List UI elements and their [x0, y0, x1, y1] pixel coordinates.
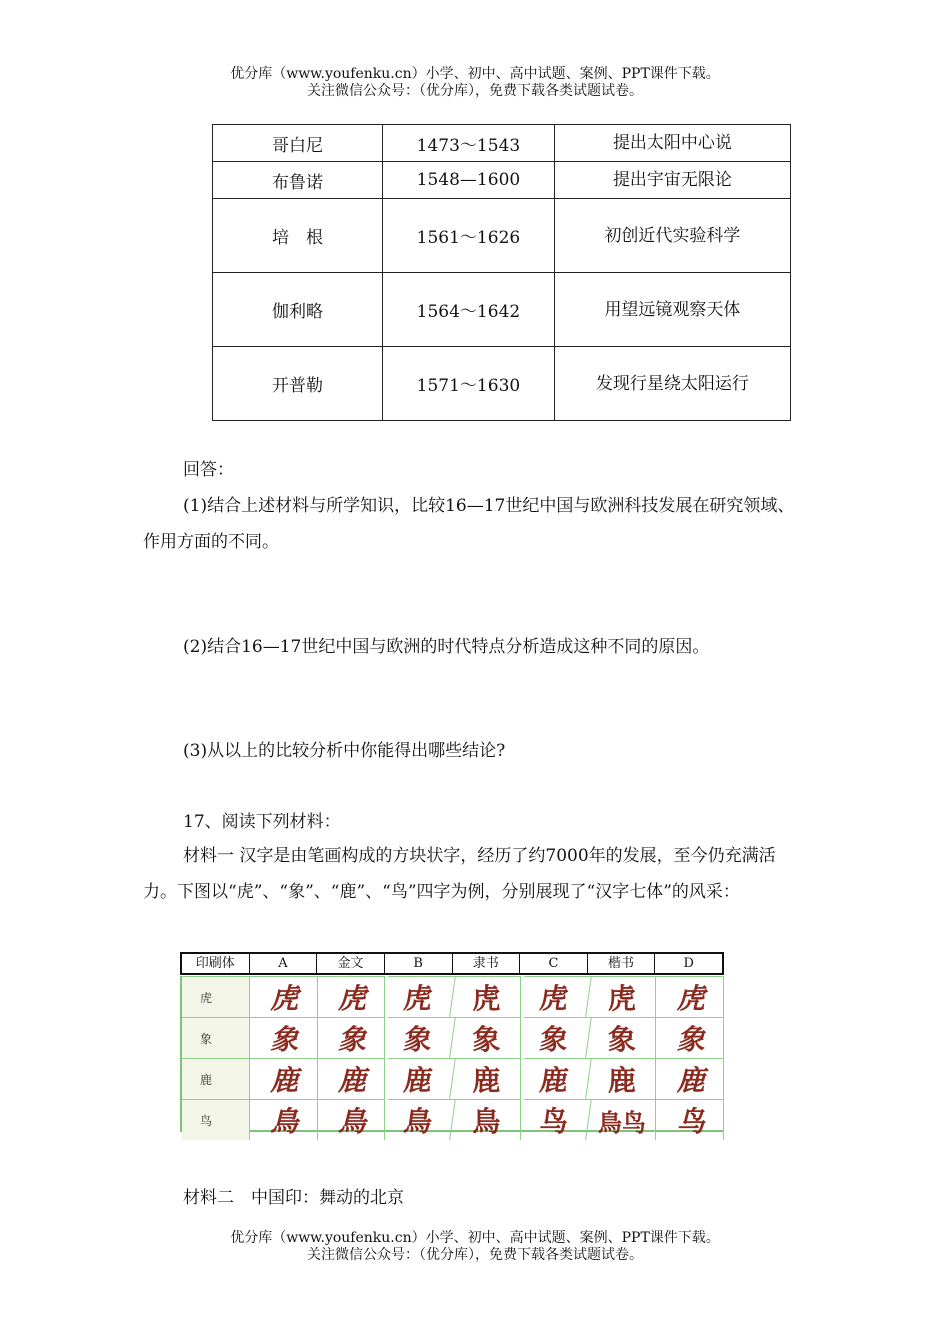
header-cell: 隶书	[453, 954, 521, 973]
script-glyph: 鹿	[250, 1058, 318, 1099]
script-glyph: 鹿	[453, 1058, 521, 1099]
scientist-years: 1571～1630	[382, 347, 554, 421]
header-line-1: 优分库（www.youfenku.cn）小学、初中、高中试题、案例、PPT课件下载。	[230, 66, 720, 82]
header-line-2: 关注微信公众号：（优分库），免费下载各类试题试卷。	[307, 83, 643, 99]
scientist-name: 布鲁诺	[213, 162, 383, 199]
scientist-name: 开普勒	[213, 347, 383, 421]
question-2: (2)结合16—17世纪中国与欧洲的时代特点分析造成这种不同的原因。	[183, 637, 710, 657]
scientist-contribution: 初创近代实验科学	[554, 199, 790, 273]
header-cell: C	[520, 954, 588, 973]
scientist-years: 1548—1600	[382, 162, 554, 199]
script-glyph: 鹿	[318, 1058, 386, 1099]
script-glyph: 鹿	[518, 1058, 592, 1099]
row-label: 虎	[182, 976, 250, 1017]
table-row	[213, 347, 791, 421]
script-glyph: 鹿	[589, 1058, 657, 1099]
script-glyph: 虎	[589, 976, 657, 1017]
script-glyph: 鳥	[250, 1099, 318, 1140]
script-glyph: 鸟	[518, 1099, 592, 1140]
header-cell: 楷书	[588, 954, 656, 973]
scientist-contribution: 发现行星绕太阳运行	[554, 347, 790, 421]
header-cell: 金文	[317, 954, 385, 973]
script-chart-header	[180, 952, 724, 975]
footer-line-1: 优分库（www.youfenku.cn）小学、初中、高中试题、案例、PPT课件下载。	[230, 1230, 720, 1246]
scientist-years: 1561～1626	[382, 199, 554, 273]
table-row	[213, 125, 791, 162]
footer-line-2: 关注微信公众号：（优分库），免费下载各类试题试卷。	[307, 1247, 643, 1263]
table-row	[213, 273, 791, 347]
header-cell: A	[250, 954, 318, 973]
script-glyph: 象	[453, 1017, 521, 1058]
script-glyph: 虎	[250, 976, 318, 1017]
script-glyph: 鳥	[318, 1099, 386, 1140]
chinese-script-chart	[180, 952, 724, 1138]
material-2: 材料二 中国印：舞动的北京	[183, 1188, 404, 1208]
material-1: 材料一 汉字是由笔画构成的方块状字，经历了约7000年的发展，至今仍充满活力。下图以“虎”、“象”、“鹿”、“鸟”四字为例，分别展现了“汉字七体”的风采：	[143, 846, 776, 902]
scientist-table	[212, 124, 791, 421]
script-glyph: 虎	[318, 976, 386, 1017]
question-1: (1)结合上述材料与所学知识，比较16—17世纪中国与欧洲科技发展在研究领域、作用方面的不同。	[143, 496, 795, 552]
page-footer	[0, 1230, 950, 1264]
q17-title: 17、阅读下列材料：	[183, 812, 341, 832]
row-label: 鹿	[182, 1058, 250, 1099]
scientist-years: 1564～1642	[382, 273, 554, 347]
row-label: 象	[182, 1017, 250, 1058]
scientist-contribution: 提出宇宙无限论	[554, 162, 790, 199]
scientist-name: 哥白尼	[213, 125, 383, 162]
script-glyph: 象	[318, 1017, 386, 1058]
script-glyph: 虎	[453, 976, 521, 1017]
script-glyph: 虎	[382, 976, 456, 1017]
scientist-name: 伽利略	[213, 273, 383, 347]
table-row	[213, 162, 791, 199]
script-glyph: 鳥	[453, 1099, 521, 1140]
header-cell: B	[385, 954, 453, 973]
script-chart-grid	[180, 976, 724, 1138]
script-glyph: 象	[250, 1017, 318, 1058]
header-cell: 印刷体	[182, 954, 250, 973]
script-glyph: 象	[518, 1017, 592, 1058]
script-glyph: 鳥鸟	[589, 1099, 657, 1140]
script-glyph: 鳥	[382, 1099, 456, 1140]
row-label: 鸟	[182, 1099, 250, 1140]
script-glyph: 鹿	[656, 1058, 724, 1099]
script-glyph: 象	[656, 1017, 724, 1058]
scientist-contribution: 用望远镜观察天体	[554, 273, 790, 347]
question-3: (3)从以上的比较分析中你能得出哪些结论?	[183, 741, 506, 761]
scientist-name: 培 根	[213, 199, 383, 273]
script-glyph: 虎	[518, 976, 592, 1017]
script-glyph: 象	[382, 1017, 456, 1058]
scientist-years: 1473～1543	[382, 125, 554, 162]
script-glyph: 鹿	[382, 1058, 456, 1099]
script-glyph: 虎	[656, 976, 724, 1017]
header-cell: D	[683, 956, 694, 971]
table-row	[213, 199, 791, 273]
scientist-contribution: 提出太阳中心说	[554, 125, 790, 162]
script-glyph: 象	[589, 1017, 657, 1058]
script-glyph: 鸟	[656, 1099, 724, 1140]
answer-label: 回答：	[183, 460, 234, 480]
page-header	[0, 66, 950, 100]
